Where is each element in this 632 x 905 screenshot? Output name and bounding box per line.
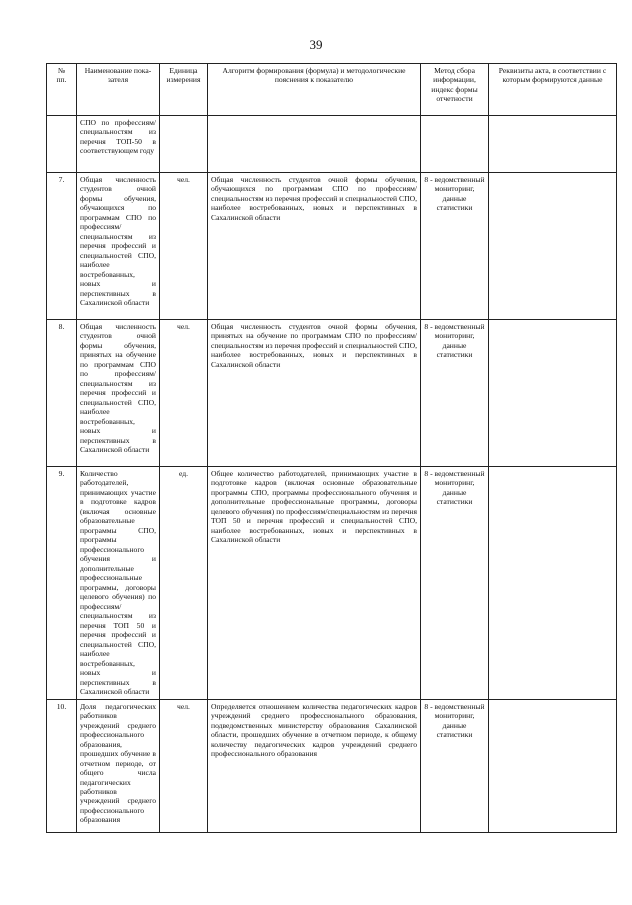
requisites-cell: [489, 320, 617, 467]
unit-cell: [160, 116, 208, 173]
algorithm-cell: Общее количество работодателей, принимающих участие в подготовке кадров (включая основные образовательные программы СПО, программы профессионального обучения и дополнительные профессиональные программы, договоры целевого обучения) по профессиям/специальностям из перечня ТОП 50 и перечня профессий и специальностей СПО, наиболее востребованных, новых и перспективных в Сахалинской области: [208, 467, 421, 700]
row-number: 7.: [47, 173, 77, 320]
method-cell: 8 - ведомственный мониторинг, данные статистики: [421, 320, 489, 467]
page-number: 39: [309, 37, 323, 52]
indicator-name: Общая численность студентов очной формы обучения, принятых на обучение по программам СПО по профессиям/специальностям из перечня профессий и специальностей СПО, наиболее востребованных, новых и перспективных в Сахалинской области: [77, 320, 160, 467]
algorithm-cell: Общая численность студентов очной формы обучения, принятых на обучение по программам СПО по профессиям/специальностям из перечня профессий и специальностей СПО, наиболее востребованных, новых и перспективных в Сахалинской области: [208, 320, 421, 467]
algorithm-cell: [208, 116, 421, 173]
unit-cell: чел.: [160, 699, 208, 832]
requisites-cell: [489, 467, 617, 700]
header-method: Метод сбора информации, индекс формы отчетности: [421, 64, 489, 116]
algorithm-cell: Определяется отношением количества педагогических кадров учреждений среднего профессионального образования, подведомственных министерству образования Сахалинской области, прошедших обучение в отчетном периоде, к общему количеству педагогических кадров учреждений среднего профессионального образования: [208, 699, 421, 832]
indicators-table: [46, 63, 617, 833]
unit-cell: чел.: [160, 173, 208, 320]
indicator-name: СПО по профессиям/специальностям из перечня ТОП-50 в соответствующем году: [77, 116, 160, 173]
requisites-cell: [489, 173, 617, 320]
method-cell: 8 - ведомственный мониторинг, данные статистики: [421, 173, 489, 320]
requisites-cell: [489, 116, 617, 173]
table-row: [47, 173, 617, 320]
table-row: [47, 699, 617, 832]
algorithm-cell: Общая численность студентов очной формы обучения, обучающихся по программам СПО по профессиям/специальностям из перечня профессий и специальностей СПО, наиболее востребованных, новых и перспективных в Сахалинской области: [208, 173, 421, 320]
header-indicator-name: Наименование пока- зателя: [77, 64, 160, 116]
row-number: 8.: [47, 320, 77, 467]
row-number: 10.: [47, 699, 77, 832]
indicator-name: Количество работодателей, принимающих участие в подготовке кадров (включая основные образовательные программы СПО, программы профессионального обучения и дополнительные профессиональные программы, договоры целевого обучения) по профессиям/специальностям из перечня ТОП 50 и перечня профессий и специальностей СПО, наиболее востребованных, новых и перспективных в Сахалинской области: [77, 467, 160, 700]
indicator-name: Общая численность студентов очной формы обучения, обучающихся по программам СПО по профессиям/специальностям из перечня профессий и специальностей СПО, наиболее востребованных, новых и перспективных в Сахалинской области: [77, 173, 160, 320]
table-row: [47, 467, 617, 700]
header-number: № пп.: [47, 64, 77, 116]
indicator-name: Доля педагогических работников учреждений среднего профессионального образования, прошедших обучение в отчетном периоде, от общего числа педагогических работников учреждений среднего профессионального образования: [77, 699, 160, 832]
header-requisites: Реквизиты акта, в соответствии с которым формируются данные: [489, 64, 617, 116]
row-number: 9.: [47, 467, 77, 700]
method-cell: 8 - ведомственный мониторинг, данные статистики: [421, 699, 489, 832]
header-unit: Единица измерения: [160, 64, 208, 116]
table-header-row: [47, 64, 617, 116]
unit-cell: ед.: [160, 467, 208, 700]
table-row: [47, 320, 617, 467]
row-number: [47, 116, 77, 173]
unit-cell: чел.: [160, 320, 208, 467]
requisites-cell: [489, 699, 617, 832]
method-cell: 8 - ведомственный мониторинг, данные статистики: [421, 467, 489, 700]
method-cell: [421, 116, 489, 173]
table-row: [47, 116, 617, 173]
header-algorithm: Алгоритм формирования (формула) и методологические пояснения к показателю: [208, 64, 421, 116]
